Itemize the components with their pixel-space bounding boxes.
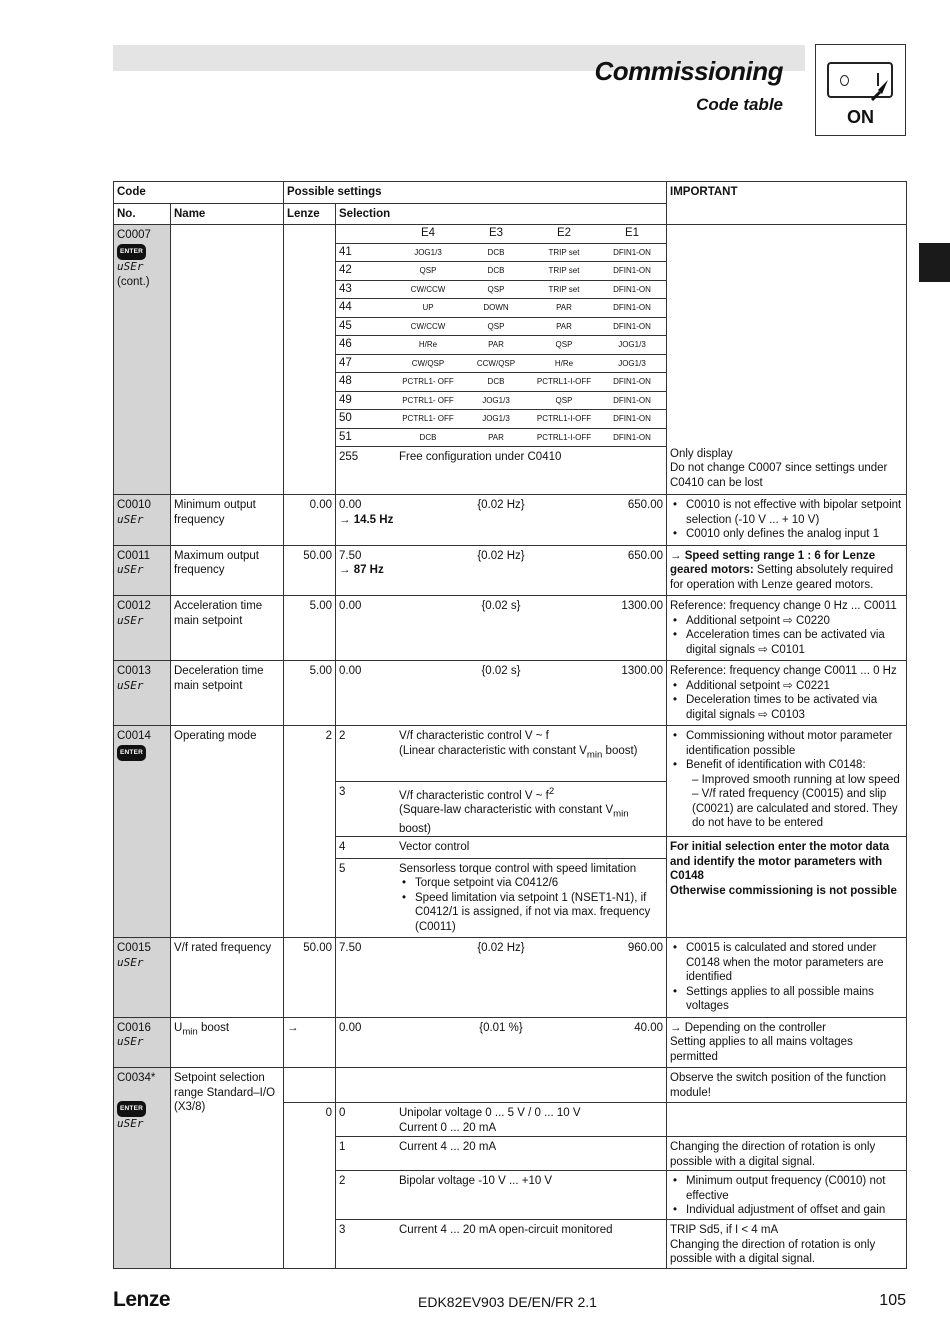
important-subitem: – V/f rated frequency (C0015) and slip (C0021) are calculated and stored. They do not have to be entered [692,788,898,829]
chapter-tab-marker [919,243,950,282]
important-cell [667,1068,907,1269]
grid-cell: PCTRL1-I-OFF [530,373,598,392]
important-line: Setting applies to all mains voltages permitted [670,1036,853,1063]
code-cell [114,726,171,938]
grid-row-value: 41 [336,243,394,262]
option-3 [336,781,666,836]
grid-cell: PCTRL1-I-OFF [530,410,598,429]
code-cell [114,1068,171,1269]
on-label: ON [847,107,874,127]
option-3 [336,1219,666,1268]
grid-cell: DCB [462,262,530,281]
important-bullet: • C0015 is calculated and stored under C0148 when the motor parameters are identified [670,941,903,985]
lenze-value: 0 [284,1102,335,1124]
option-0 [336,1102,666,1136]
important-bullet: • C0010 is not effective with bipolar setpoint selection (-10 V ... + 10 V) [670,498,903,527]
header-name: Name [171,203,284,225]
code-table [113,181,907,1269]
important-text: Setting absolutely required for operation with Lenze geared motors. [670,564,894,591]
subscript: min [182,1025,198,1037]
name-cell: Deceleration time main setpoint [171,661,284,726]
user-menu-icon: uSEr [117,955,144,969]
important-line: Only display [670,447,733,460]
range-step: {0.02 Hz} [477,499,525,511]
name-cell: Acceleration time main setpoint [171,596,284,661]
superscript: 2 [548,786,555,797]
code-cell [114,938,171,1018]
press-arrow-icon [870,78,894,102]
continued-label: (cont.) [117,275,150,288]
user-menu-icon: uSEr [117,260,144,273]
option-line: V/f characteristic control V ~ f [399,789,549,802]
grid-cell: DFIN1-ON [598,391,666,410]
option-text [399,1106,581,1133]
grid-row [336,428,666,446]
grid-cell: QSP [394,262,462,281]
code-number: C0034* [117,1072,156,1084]
lenze-cell: 2 [284,726,336,938]
grid-cell: DFIN1-ON [598,410,666,429]
lenze-logo: Lenze [113,1288,171,1311]
range-min: 0.00 [339,600,362,612]
header-selection: Selection [336,203,667,225]
name-cell: V/f rated frequency [171,938,284,1018]
name-cell: Maximum output frequency [171,545,284,596]
page-title: Commissioning [594,56,783,86]
option-value: 3 [339,786,346,798]
grid-row [336,391,666,410]
range-step: {0.02 s} [481,665,521,677]
option-5 [336,858,666,938]
option-text: Current 4 ... 20 mA [399,1141,497,1153]
page-subtitle: Code table [696,95,783,114]
name-cell [171,1017,284,1068]
grid-cell: PAR [462,336,530,355]
important-line: → Depending on the controller [670,1021,826,1034]
range-step: {0.01 %} [479,1021,523,1034]
grid-cell: PAR [530,317,598,336]
lenze-cell: 50.00 [284,545,336,596]
important-line: Changing the direction of rotation is only possible with a digital signal. [670,1238,876,1265]
grid-row-value: 44 [336,299,394,318]
important-bullet: • Commissioning without motor parameter identification possible [670,729,903,758]
grid-row [336,243,666,262]
selection-cell [336,545,667,596]
option-line: V/f characteristic control V ~ f [399,730,549,742]
option-line: Unipolar voltage 0 ... 5 V / 0 ... 10 V [399,1107,581,1119]
code-cell [114,661,171,726]
name-text: boost [197,1021,230,1034]
grid-cell: CW/QSP [394,354,462,373]
table-header-row [114,182,907,204]
name-cell: Operating mode [171,726,284,938]
code-number: C0010 [117,499,151,511]
grid-cell: DCB [394,428,462,446]
grid-cell: QSP [530,336,598,355]
grid-col-e2: E2 [556,227,572,239]
lenze-cell: 0.00 [284,495,336,546]
option-line: Current 0 ... 20 mA [399,1121,497,1134]
grid-cell: DFIN1-ON [598,373,666,392]
option-text: Current 4 ... 20 mA open-circuit monitored [399,1224,613,1236]
selection-cell [336,1068,667,1269]
important-line: Observe the switch position of the function module! [670,1072,887,1099]
range-max: 960.00 [627,942,663,954]
code-cell [114,225,171,495]
option-text: Bipolar voltage -10 V ... +10 V [399,1175,553,1187]
lenze-cell: 5.00 [284,596,336,661]
range-min: 0.00 [339,499,362,511]
grid-cell: DFIN1-ON [598,262,666,281]
option-value: 3 [339,1224,346,1236]
header-code: Code [114,182,284,204]
grid-cell: TRIP set [530,280,598,299]
user-menu-icon: uSEr [117,1117,144,1130]
grid-cell: DFIN1-ON [598,299,666,318]
row-255-value: 255 [339,451,359,463]
table-row-c0010 [114,495,907,546]
grid-col-e1: E1 [624,227,640,239]
code-cell [114,596,171,661]
document-id: EDK82EV903 DE/EN/FR 2.1 [418,1294,597,1310]
user-menu-icon: uSEr [117,1035,144,1048]
grid-cell: PCTRL1- OFF [394,391,462,410]
grid-cell: QSP [462,280,530,299]
important-block [667,1219,906,1268]
header-important: IMPORTANT [667,182,907,225]
important-bullet: • Benefit of identification with C0148: [670,758,903,773]
grid-row [336,354,666,373]
grid-cell: H/Re [394,336,462,355]
table-row-c0007 [114,225,907,495]
code-number: C0007 [117,229,151,241]
grid-cell: QSP [530,391,598,410]
grid-cell: PAR [530,299,598,318]
grid-row-value: 48 [336,373,394,392]
important-cell [667,661,907,726]
grid-cell: PCTRL1- OFF [394,410,462,429]
important-cell [667,1017,907,1068]
range-max: 1300.00 [621,665,663,677]
grid-row [336,262,666,281]
grid-row [336,336,666,355]
important-bullet: • Acceleration times can be activated via digital signals ⇨ C0101 [670,628,903,657]
selection-cell [336,938,667,1018]
table-row-c0015 [114,938,907,1018]
option-4 [336,836,666,858]
grid-cell: PCTRL1- OFF [394,373,462,392]
grid-cell: JOG1/3 [462,410,530,429]
option-value: 4 [339,841,346,853]
option-value: 1 [339,1141,346,1153]
option-1 [336,1136,666,1170]
selection-cell [336,726,667,938]
important-line: Changing the direction of rotation is only possible with a digital signal. [667,1136,906,1170]
option-value: 2 [339,1175,346,1187]
grid-row-value: 49 [336,391,394,410]
range-max: 40.00 [634,1021,663,1034]
grid-row [336,299,666,318]
selection-blank [336,1068,666,1102]
selection-note: → 14.5 Hz [339,513,394,526]
code-number: C0013 [117,665,151,677]
selection-cell [336,495,667,546]
lenze-cell: 5.00 [284,661,336,726]
grid-cell: DCB [462,373,530,392]
lenze-cell [284,225,336,495]
important-bold: Otherwise commissioning is not possible [670,884,897,897]
option-line: boost) [602,744,638,757]
important-bullet: • Settings applies to all possible mains voltages [670,985,903,1014]
c0007-assignment-grid [336,225,666,446]
grid-cell: CW/CCW [394,280,462,299]
table-row-c0014 [114,726,907,938]
range-max: 650.00 [627,549,663,562]
table-row-c0011 [114,545,907,596]
selection-cell [336,225,667,495]
grid-cell: UP [394,299,462,318]
option-value: 0 [339,1107,346,1119]
code-cell [114,1017,171,1068]
option-2 [336,1170,666,1219]
table-row-c0013 [114,661,907,726]
grid-row-value: 42 [336,262,394,281]
important-bullet: • Individual adjustment of offset and gain [670,1203,903,1218]
grid-cell: DCB [462,243,530,262]
grid-cell: DFIN1-ON [598,428,666,446]
grid-row-value: 45 [336,317,394,336]
grid-corner [336,225,394,243]
option-value: 2 [339,730,346,742]
important-block [667,726,906,836]
name-cell: Setpoint selection range Standard–I/O (X3/8) [171,1068,284,1269]
grid-row [336,317,666,336]
code-number: C0012 [117,600,151,612]
grid-cell: PCTRL1-I-OFF [530,428,598,446]
table-row-c0016 [114,1017,907,1068]
important-cell [667,938,907,1018]
important-block-bold [667,836,906,901]
grid-cell: JOG1/3 [394,243,462,262]
important-block [667,1170,906,1219]
important-reference: Reference: frequency change C0011 ... 0 Hz [670,665,897,677]
option-text [399,862,663,935]
range-min: 0.00 [339,665,362,677]
grid-cell: PAR [462,428,530,446]
user-menu-icon: uSEr [117,563,144,576]
subscript: min [586,748,603,760]
code-number: C0014 [117,730,151,742]
table-row-c0012 [114,596,907,661]
lenze-cell [284,1068,336,1269]
important-cell [667,596,907,661]
important-blank [667,1102,906,1136]
grid-row [336,410,666,429]
grid-row [336,280,666,299]
option-2 [336,726,666,781]
important-cell [667,545,907,596]
important-reference: Reference: frequency change 0 Hz ... C0011 [670,600,897,612]
lenze-cell: 50.00 [284,938,336,1018]
grid-cell: DOWN [462,299,530,318]
lenze-cell: → [284,1017,336,1068]
option-text [399,729,638,778]
grid-row-value: 47 [336,354,394,373]
grid-cell: DFIN1-ON [598,280,666,299]
on-switch-box [815,44,906,136]
selection-note: → 87 Hz [339,564,384,576]
selection-cell [336,596,667,661]
header-possible-settings: Possible settings [284,182,667,204]
grid-cell: DFIN1-ON [598,317,666,336]
range-max: 1300.00 [621,600,663,612]
grid-col-e3: E3 [488,227,504,239]
option-line: boost) [399,823,431,836]
option-bullet: • Speed limitation via setpoint 1 (NSET1-N1), if C0412/1 is assigned, if not via max. frequency (C0011) [399,891,663,935]
grid-cell: CCW/QSP [462,354,530,373]
row-255-text: Free configuration under C0410 [399,451,562,463]
enter-badge-icon: ENTER [117,244,146,261]
code-cell [114,545,171,596]
option-line: (Square-law characteristic with constant V [399,804,614,817]
user-menu-icon: uSEr [117,678,144,692]
range-min: 7.50 [339,942,362,954]
grid-cell: TRIP set [530,262,598,281]
code-number: C0015 [117,942,151,954]
important-cell [667,726,907,938]
name-cell [171,225,284,495]
grid-cell: QSP [462,317,530,336]
grid-cell: DFIN1-ON [598,243,666,262]
subscript: min [613,808,629,820]
page-number: 105 [879,1292,906,1309]
code-number: C0016 [117,1021,151,1034]
grid-cell: JOG1/3 [598,336,666,355]
option-line: (Linear characteristic with constant V [399,744,587,757]
range-step: {0.02 Hz} [477,549,525,562]
enter-badge-icon: ENTER [117,1101,146,1118]
important-bullet: • C0010 only defines the analog input 1 [670,527,903,542]
header-no: No. [114,203,171,225]
range-min: 0.00 [339,1021,362,1034]
grid-col-e4: E4 [420,227,436,239]
user-menu-icon: uSEr [117,512,144,526]
important-line: TRIP Sd5, if I < 4 mA [670,1224,779,1236]
option-text: Vector control [399,841,470,853]
grid-cell: JOG1/3 [598,354,666,373]
important-bullet: • Additional setpoint ⇨ C0220 [670,614,903,629]
important-bold: → Speed setting range 1 : 6 for Lenze geared motors: [670,549,876,576]
grid-header-row [336,225,666,243]
switch-off-symbol [840,75,849,86]
grid-cell: H/Re [530,354,598,373]
important-bullet: • Additional setpoint ⇨ C0221 [670,679,903,694]
important-cell [667,225,907,495]
important-bold: For initial selection enter the motor data and identify the motor parameters with C0148 [670,841,890,882]
option-bullet: • Torque setpoint via C0412/6 [399,876,663,891]
grid-cell: JOG1/3 [462,391,530,410]
code-cell [114,495,171,546]
grid-row-value: 46 [336,336,394,355]
range-min: 7.50 [339,549,362,562]
important-bullet: • Deceleration times to be activated via digital signals ⇨ C0103 [670,693,903,722]
option-line: Sensorless torque control with speed limitation [399,862,637,875]
table-row-c0034 [114,1068,907,1269]
important-subitem: – Improved smooth running at low speed [692,773,900,786]
name-cell: Minimum output frequency [171,495,284,546]
range-max: 650.00 [627,499,663,511]
grid-cell: TRIP set [530,243,598,262]
important-bullet: • Minimum output frequency (C0010) not effective [670,1174,903,1203]
important-cell [667,495,907,546]
grid-row-value: 51 [336,428,394,446]
grid-cell: CW/CCW [394,317,462,336]
option-text [399,785,663,836]
grid-row [336,373,666,392]
option-value: 5 [339,862,346,875]
code-number: C0011 [117,549,151,562]
range-step: {0.02 s} [481,600,521,612]
selection-cell [336,661,667,726]
name-text: U [174,1021,183,1034]
user-menu-icon: uSEr [117,613,144,627]
grid-row-value: 43 [336,280,394,299]
header-lenze: Lenze [284,203,336,225]
enter-badge-icon: ENTER [117,745,146,762]
selection-cell [336,1017,667,1068]
important-line: Do not change C0007 since settings under C0410 can be lost [670,462,888,489]
range-step: {0.02 Hz} [477,942,525,954]
grid-row-value: 50 [336,410,394,429]
row-255 [336,446,666,494]
